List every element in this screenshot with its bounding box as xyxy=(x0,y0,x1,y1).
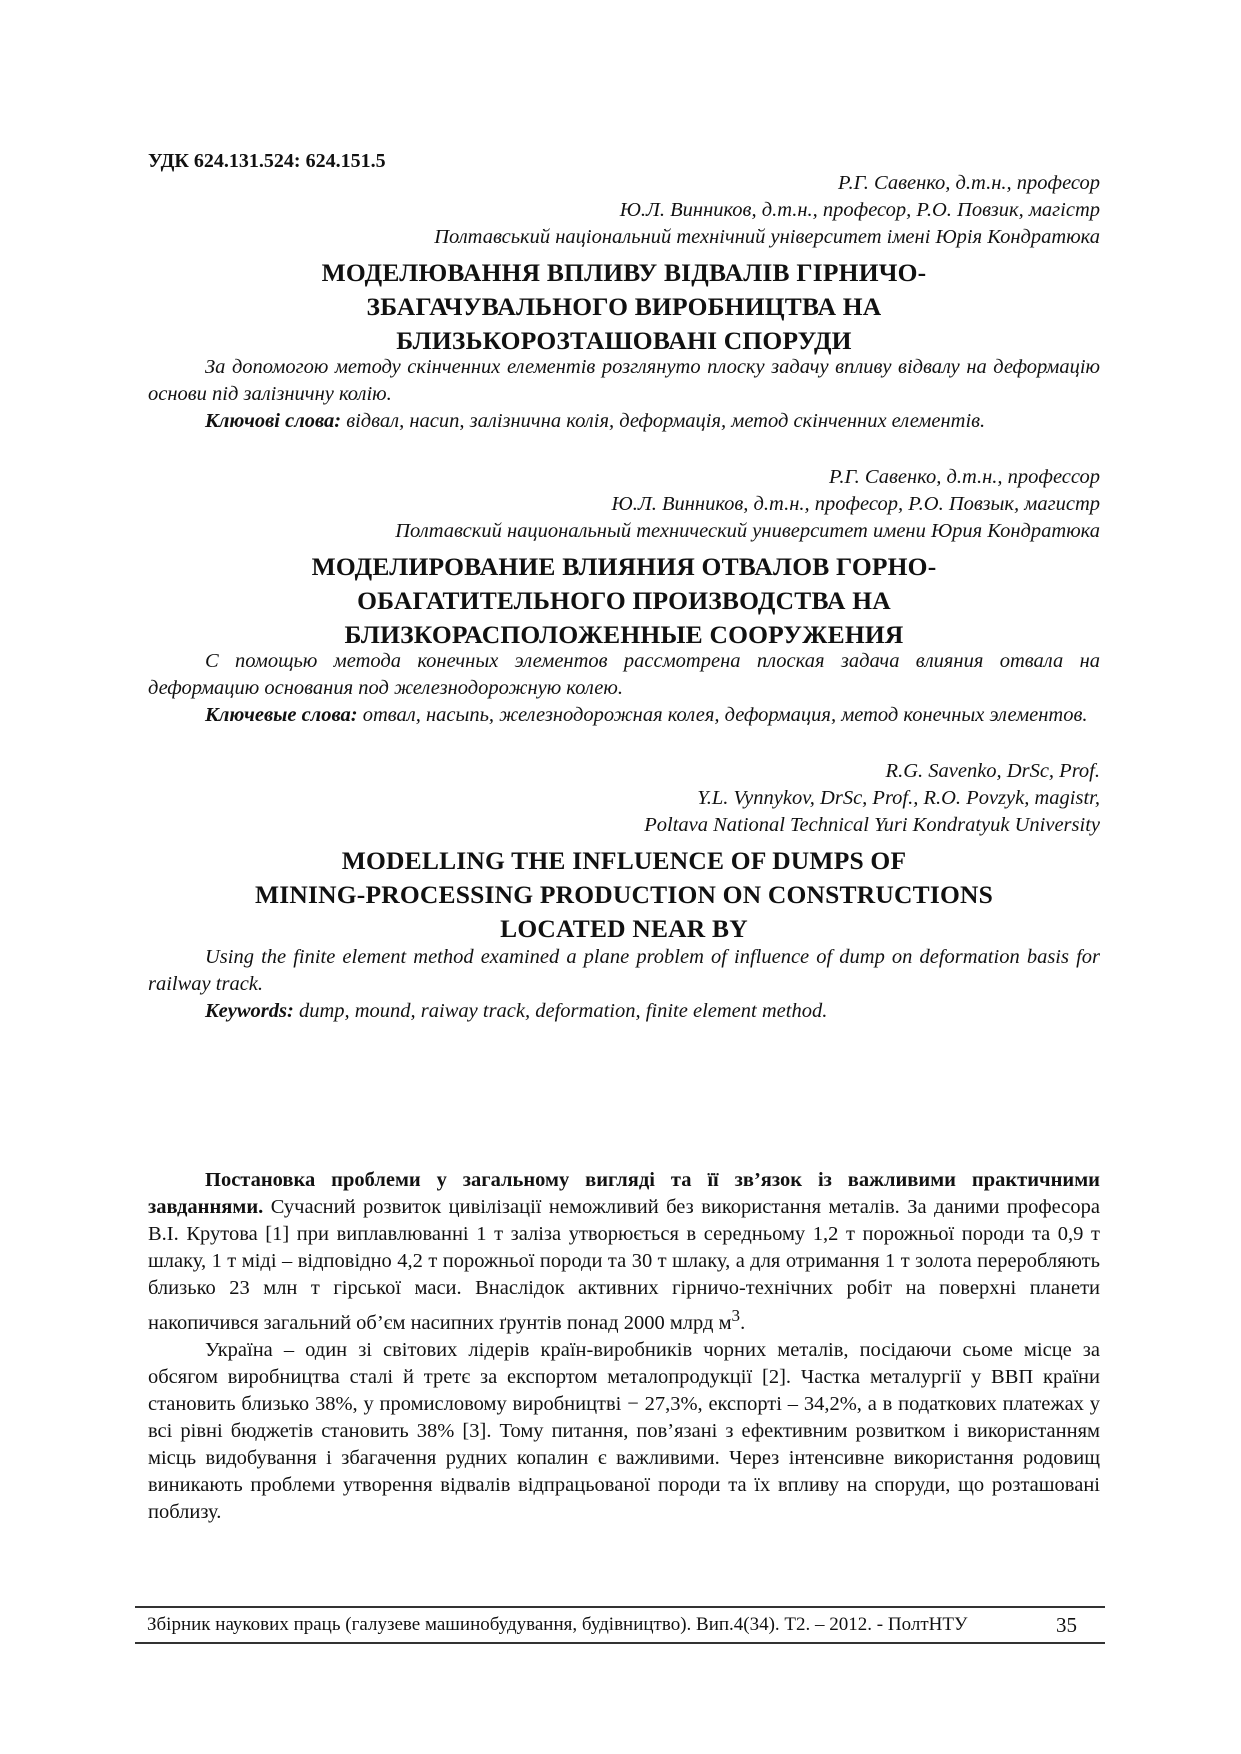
title-ua xyxy=(148,256,1100,358)
superscript: 3 xyxy=(731,1306,741,1325)
author-line: Ю.Л. Винников, д.т.н., професор, Р.О. Повзык, магистр xyxy=(611,493,1100,515)
keywords-label: Ключові слова: xyxy=(205,410,342,432)
keywords-ua xyxy=(148,408,1100,435)
abstract-ru xyxy=(148,648,1100,729)
title-line: ОБАГАТИТЕЛЬНОГО ПРОИЗВОДСТВА НА xyxy=(357,586,891,615)
abstract-text: Using the finite element method examined a plane problem of influence of dump on deformation basis for railway track. xyxy=(148,946,1100,995)
paragraph-2: Україна – один зі світових лідерів країн-виробників чорних металів, посідаючи сьоме місце за обсягом виробництва сталі й третє за експортом металопродукції [2]. Частка металургії у ВВП країни становить близько 38%, у промисловому виробництві − 27,3%, експорті – 34,2%, а в податкових платежах у всі рівні бюджетів становить 38% [3]. Тому питання, пов’язані з ефективним розвитком і використанням місць видобування і збагачення рудних копалин є важливими. Через інтенсивне використання родовищ виникають проблеми утворення відвалів відпрацьованої породи та їх впливу на споруди, що розташовані поблизу. xyxy=(148,1338,1100,1523)
paragraph-end: . xyxy=(740,1311,746,1334)
paragraph-text: Сучасний розвиток цивілізації неможливий без використання металів. За даними професора В.І. Крутова [1] при виплавлюванні 1 т заліза утворюється в середньому 1,2 т порожньої породи та 0,9 т шлаку, 1 т міді – відповідно 4,2 т порожньої породи та 30 т шлаку, а для отримання 1 т золота переробляють близько 23 млн т гірської маси. Внаслідок активних гірничо-технічних робіт на поверхні планети накопичився загальний об’єм насипних ґрунтів понад 2000 млрд м xyxy=(148,1196,1100,1334)
keywords-en xyxy=(148,998,1100,1025)
keywords-text: отвал, насыпь, железнодорожная колея, деформация, метод конечных элементов. xyxy=(357,704,1088,726)
title-line: БЛИЗКОРАСПОЛОЖЕННЫЕ СООРУЖЕНИЯ xyxy=(344,620,904,649)
journal-citation: Збірник наукових праць (галузеве машинобудування, будівництво). Вип.4(34). Т2. – 2012. - ПолтНТУ xyxy=(147,1614,968,1635)
abstract-text: С помощью метода конечных элементов рассмотрена плоская задача влияния отвала на деформацию основания под железнодорожную колею. xyxy=(148,650,1100,699)
affiliation: Poltava National Technical Yuri Kondratyuk University xyxy=(644,814,1100,836)
title-line: БЛИЗЬКОРОЗТАШОВАНІ СПОРУДИ xyxy=(396,326,852,355)
paragraph-1 xyxy=(148,1167,1100,1337)
title-line: МОДЕЛЮВАННЯ ВПЛИВУ ВІДВАЛІВ ГІРНИЧО- xyxy=(321,258,927,287)
abstract-text: За допомогою методу скінченних елементів розглянуто плоску задачу впливу відвалу на деформацію основи під залізничну колію. xyxy=(148,356,1100,405)
keywords-ru xyxy=(148,702,1100,729)
title-line: ЗБАГАЧУВАЛЬНОГО ВИРОБНИЦТВА НА xyxy=(366,292,882,321)
authors-ua xyxy=(434,170,1100,251)
authors-ru xyxy=(395,464,1100,545)
title-line: LOCATED NEAR BY xyxy=(500,914,748,943)
author-line: Y.L. Vynnykov, DrSc, Prof., R.O. Povzyk, magistr, xyxy=(697,787,1100,809)
author-line: Р.Г. Савенко, д.т.н., профессор xyxy=(828,466,1100,488)
author-line: R.G. Savenko, DrSc, Prof. xyxy=(885,760,1100,782)
authors-en xyxy=(644,758,1100,839)
keywords-text: dump, mound, raiway track, deformation, finite element method. xyxy=(293,1000,828,1022)
keywords-label: Ключевые слова: xyxy=(205,704,358,726)
title-ru xyxy=(148,550,1100,652)
author-line: Р.Г. Савенко, д.т.н., професор xyxy=(838,172,1100,194)
affiliation: Полтавський національний технічний університет імені Юрія Кондратюка xyxy=(434,226,1100,248)
section-heading: Постановка проблеми у загальному вигляді та її зв’язок із важливими практичними завданнями. xyxy=(148,1169,1100,1218)
page-footer xyxy=(135,1606,1105,1644)
title-line: MINING-PROCESSING PRODUCTION ON CONSTRUCTIONS xyxy=(255,880,993,909)
author-line: Ю.Л. Винников, д.т.н., професор, Р.О. Повзик, магістр xyxy=(619,199,1100,221)
title-en xyxy=(148,844,1100,946)
abstract-ua xyxy=(148,354,1100,435)
affiliation: Полтавский национальный технический университет имени Юрия Кондратюка xyxy=(395,520,1100,542)
abstract-en xyxy=(148,944,1100,1025)
body-text xyxy=(148,1167,1100,1526)
udk-code: УДК 624.131.524: 624.151.5 xyxy=(148,150,386,172)
page-number: 35 xyxy=(1056,1613,1077,1637)
title-line: MODELLING THE INFLUENCE OF DUMPS OF xyxy=(341,846,907,875)
keywords-label: Keywords: xyxy=(205,1000,294,1022)
keywords-text: відвал, насип, залізнична колія, деформація, метод скінченних елементів. xyxy=(341,410,986,432)
title-line: МОДЕЛИРОВАНИЕ ВЛИЯНИЯ ОТВАЛОВ ГОРНО- xyxy=(311,552,937,581)
